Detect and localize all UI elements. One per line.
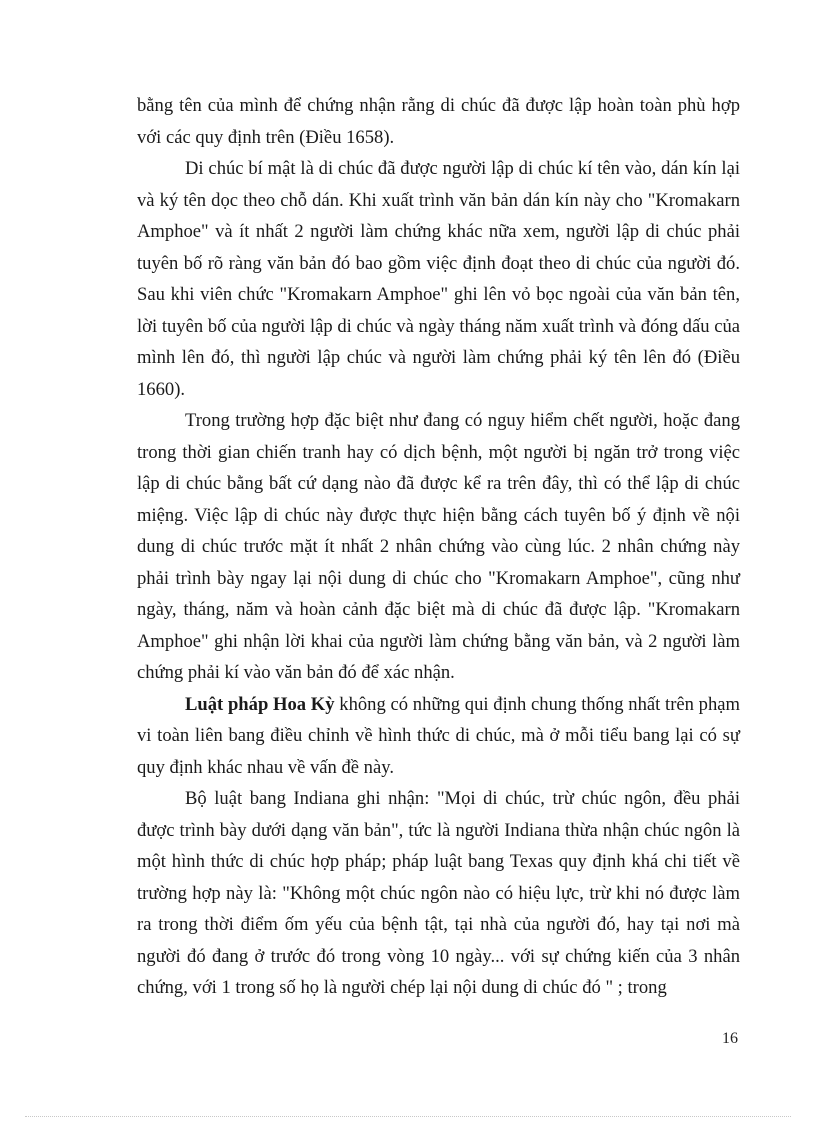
paragraph-text: Trong trường hợp đặc biệt như đang có nguy hiểm chết người, hoặc đang trong thời gian chiến tranh hay có dịch bệnh, một người bị ngăn trở trong việc lập di chúc bằng bất cứ dạng nào đã được kể ra trên đây, thì có thể lập di chúc miệng. Việc lập di chúc này được thực hiện bằng cách tuyên bố ý định về nội dung di chúc trước mặt ít nhất 2 nhân chứng vào cùng lúc. 2 nhân chứng này phải trình bày ngay lại nội dung di chúc cho "Kromakarn Amphoe", cũng như ngày, tháng, năm và hoàn cảnh đặc biệt mà di chúc đã được lập. "Kromakarn Amphoe" ghi nhận lời khai của người làm chứng bằng văn bản, và 2 người làm chứng phải kí vào văn bản đó để xác nhận. <box>137 410 740 683</box>
paragraph-secret-will <box>137 153 740 405</box>
paragraph-oral-will <box>137 405 740 689</box>
paragraph-lead-bold: Luật pháp Hoa Kỳ <box>185 693 335 715</box>
paragraph-us-law <box>137 689 740 784</box>
paragraph-continuation <box>137 90 740 153</box>
paragraph-text: không có những qui định chung thống nhất trên phạm vi toàn liên bang điều chỉnh về hình thức di chúc, mà ở mỗi tiểu bang lại có sự quy định khác nhau về vấn đề này. <box>137 693 740 778</box>
page-number: 16 <box>722 1030 738 1047</box>
paragraph-text: bằng tên của mình để chứng nhận rằng di chúc đã được lập hoàn toàn phù hợp với các quy định trên (Điều 1658). <box>137 95 740 148</box>
paragraph-text: Di chúc bí mật là di chúc đã được người lập di chúc kí tên vào, dán kín lại và ký tên dọc theo chỗ dán. Khi xuất trình văn bản dán kín này cho "Kromakarn Amphoe" và ít nhất 2 người làm chứng khác nữa xem, người lập di chúc phải tuyên bố rõ ràng văn bản đó bao gồm việc định đoạt theo di chúc của người đó. Sau khi viên chức "Kromakarn Amphoe" ghi lên vỏ bọc ngoài của văn bản tên, lời tuyên bố của người lập di chúc và ngày tháng năm xuất trình và đóng dấu của mình lên đó, thì người lập chúc và người làm chứng phải ký tên lên đó (Điều 1660). <box>137 158 740 400</box>
paragraph-text: Bộ luật bang Indiana ghi nhận: "Mọi di chúc, trừ chúc ngôn, đều phải được trình bày dưới dạng văn bản", tức là người Indiana thừa nhận chúc ngôn là một hình thức di chúc hợp pháp; pháp luật bang Texas quy định khá chi tiết về trường hợp này là: "Không một chúc ngôn nào có hiệu lực, trừ khi nó được làm ra trong thời điểm ốm yếu của bệnh tật, tại nhà của người đó, hay tại nơi mà người đó đang ở trước đó trong vòng 10 ngày... với sự chứng kiến của 3 nhân chứng, với 1 trong số họ là người chép lại nội dung di chúc đó " ; trong <box>137 788 740 998</box>
paragraph-indiana-texas <box>137 783 740 1004</box>
body-text <box>137 90 740 1004</box>
page-bottom-divider <box>25 1116 791 1117</box>
